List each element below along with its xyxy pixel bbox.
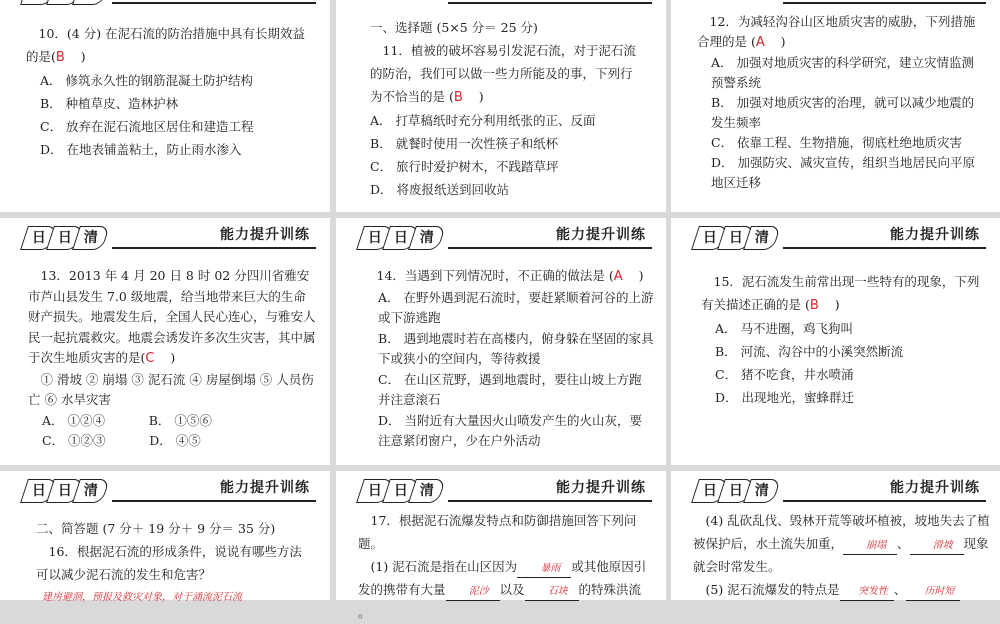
header-badge: 日 — [20, 226, 58, 250]
panel-q12 — [671, 0, 1000, 212]
question-17: 17．根据泥石流爆发特点和防御措施回答下列问题。 — [358, 513, 637, 551]
question-15: 15．泥石流发生前常出现一些特有的现象，下列有关描述正确的是 (B ) — [701, 274, 980, 313]
header-rule — [112, 247, 316, 249]
question-16: 16．根据泥石流的形成条件，说说有哪些方法可以减少泥石流的发生和危害？ — [36, 544, 302, 582]
header-badge: 清 — [72, 226, 110, 250]
header-rule — [783, 247, 986, 249]
handwritten-answer: 石块 — [547, 586, 568, 597]
option-a: A． 加强对地质灾害的科学研究，建立灾情监测预警系统 — [711, 55, 975, 90]
option-d: D． 将废报纸送到回收站 — [370, 182, 509, 197]
handwritten-answer: 建房避洄，预报及救灾对象，对于涌流泥石流 — [42, 592, 242, 603]
header-badge: 日 — [717, 226, 755, 250]
answer-mark: B — [55, 50, 65, 65]
panel-header — [671, 218, 1000, 254]
question-12: 12．为减轻沟谷山区地质灾害的威胁，下列措施合理的是 (A ) — [697, 14, 976, 50]
option-a: A． 马不进圈，鸡飞狗叫 — [715, 321, 854, 336]
question-11: 11．植被的破坏容易引发泥石流，对于泥石流的防治，我们可以做一些力所能及的事，下列行为不恰当的是 (B ) — [370, 43, 636, 105]
header-title — [235, 0, 310, 2]
question-13-items: ① 滑坡 ② 崩塌 ③ 泥石流 ④ 房屋倒塌 ⑤ 人员伤亡 ⑥ 水旱灾害 — [28, 371, 314, 407]
panel-header — [0, 471, 330, 507]
answer-mark: C — [145, 351, 155, 366]
handwritten-answer: 历时短 — [924, 586, 955, 597]
header-badge — [72, 0, 110, 5]
question-17-1: (1) 泥石流是指在山区因为 暴雨 或其他原因引发的携带有大量 泥沙 以及 石块 的特殊洪流 — [358, 555, 658, 601]
header-badge: 日 — [691, 479, 729, 503]
option-a: A． 打草稿纸时充分利用纸张的正、反面 — [370, 113, 596, 128]
panel-header — [0, 218, 330, 254]
question-13: 13．2013 年 4 月 20 日 8 时 02 分四川省雅安市芦山县发生 7.0 级地震，给当地带来巨大的生命财产损失。地震发生后，全国人民心连心，与雅安人民一起抗震救灾。地震会诱发许多次生灾害，其中属于次生地质灾害的是(C ) — [28, 268, 316, 366]
panel-q17-continued — [671, 471, 1000, 600]
header-rule — [448, 247, 652, 249]
handwritten-answer: 突发性 — [857, 586, 888, 597]
question-14: 14．当遇到下列情况时，不正确的做法是 (A ) — [376, 268, 644, 284]
option-a: A． 修筑永久性的钢筋混凝土防护结构 — [40, 73, 254, 88]
question-17-5: (5) 泥石流爆发的特点是 突发性 、 历时短 — [693, 578, 992, 601]
panel-q13 — [0, 218, 330, 465]
answer-mark: B — [453, 90, 463, 105]
panel-q11 — [336, 0, 666, 212]
option-b: B． 加强对地质灾害的治理，就可以减少地震的发生频率 — [711, 95, 975, 130]
option-b: B． 就餐时使用一次性筷子和纸杯 — [370, 136, 559, 151]
header-badge: 日 — [46, 479, 84, 503]
panel-header — [671, 471, 1000, 507]
header-rule — [448, 2, 652, 4]
question-17-4: (4) 乱砍乱伐、毁林开荒等破坏植被，坡地失去了植被保护后，水土流失加重， 崩塌 、 滑坡 现象就会时常发生。 — [693, 513, 990, 574]
panel-q17: 日 日 清 能力提升训练 17．根据泥石流爆发特点和防御措施回答下列问题。 (1) 泥石流是指在山区因为 暴雨 或其他原因引发的携带有大量 泥沙 以及 石块 的特殊洪流 。 — [336, 471, 666, 600]
option-b: B． 遇到地震时若在高楼内，俯身躲在坚固的家具下或狭小的空间内，等待救援 — [378, 330, 654, 366]
options-row-2: C． ①②③ D． ④⑤ — [42, 433, 201, 448]
header-badge: 清 — [72, 479, 110, 503]
options-row-1: A． ①②④ B． ①⑤⑥ — [42, 412, 212, 428]
header-badge: 日 — [356, 479, 394, 503]
option-c: C． 依靠工程、生物措施，彻底杜绝地质灾害 — [711, 135, 963, 150]
header-badge: 日 — [46, 226, 84, 250]
panel-q16 — [0, 471, 330, 603]
handwritten-answer: 泥沙 — [468, 586, 489, 597]
option-c: C． 放弃在泥石流地区居住和建造工程 — [40, 119, 254, 134]
section-title: 二、简答题 (7 分＋ 19 分＋ 9 分＝ 35 分) — [36, 521, 276, 536]
header-title: 能力提升训练 — [556, 480, 646, 496]
panel-q14 — [336, 218, 666, 465]
header-rule — [112, 500, 316, 502]
handwritten-answer: 崩塌 — [866, 540, 887, 551]
handwritten-answer: 暴雨 — [540, 563, 561, 574]
option-c: C． 猪不吃食，井水喷涌 — [715, 367, 854, 382]
header-rule — [783, 2, 986, 4]
answer-mark: A — [613, 269, 623, 284]
header-badge: 日 — [20, 479, 58, 503]
section-title: 一、选择题 (5×5 分＝ 25 分) — [370, 20, 538, 35]
header-title: 能力提升训练 — [890, 480, 980, 496]
option-d: D． 当附近有大量因火山喷发产生的火山灰，要注意紧闭窗户，少在户外活动 — [378, 412, 642, 448]
header-badge: 清 — [743, 226, 781, 250]
header-badge: 日 — [356, 226, 394, 250]
option-d: D． 在地表铺盖粘土，防止雨水渗入 — [40, 142, 242, 157]
panel-q10 — [0, 0, 330, 212]
option-c: C． 在山区荒野，遇到地震时，要往山坡上方跑并注意滚石 — [378, 371, 642, 407]
header-badge: 清 — [408, 226, 446, 250]
header-badge: 日 — [717, 479, 755, 503]
header-title: 能力提升训练 — [220, 480, 310, 496]
answer-mark: A — [755, 35, 765, 50]
header-badge: 日 — [382, 479, 420, 503]
panel-header — [336, 471, 666, 507]
header-title: 能力提升训练 — [556, 227, 646, 243]
handwritten-answer: 滑坡 — [932, 540, 953, 551]
header-rule — [783, 500, 986, 502]
question-10: 10．(4 分) 在泥石流的防治措施中具有长期效益的是(B ) — [26, 26, 306, 65]
option-a: A． 在野外遇到泥石流时，要赶紧顺着河谷的上游或下游逃跑 — [378, 289, 654, 325]
option-b: B． 河流、沟谷中的小溪突然断流 — [715, 344, 904, 359]
header-badge: 清 — [408, 479, 446, 503]
option-b: B． 种植草皮、造林护林 — [40, 96, 179, 111]
header-badge: 日 — [382, 226, 420, 250]
panel-q15 — [671, 218, 1000, 465]
option-c: C． 旅行时爱护树木，不践踏草坪 — [370, 159, 559, 174]
header-rule — [448, 500, 652, 502]
panel-header — [0, 0, 330, 9]
header-title: 能力提升训练 — [220, 227, 310, 243]
header-title: 能力提升训练 — [890, 227, 980, 243]
answer-mark: B — [809, 298, 819, 313]
option-d: D． 加强防灾、减灾宣传，组织当地居民向平原地区迁移 — [711, 155, 975, 190]
option-d: D． 出现地光，蜜蜂群迁 — [715, 390, 854, 405]
panel-header — [336, 218, 666, 254]
header-badge: 清 — [743, 479, 781, 503]
header-rule — [112, 2, 316, 4]
header-badge: 日 — [691, 226, 729, 250]
